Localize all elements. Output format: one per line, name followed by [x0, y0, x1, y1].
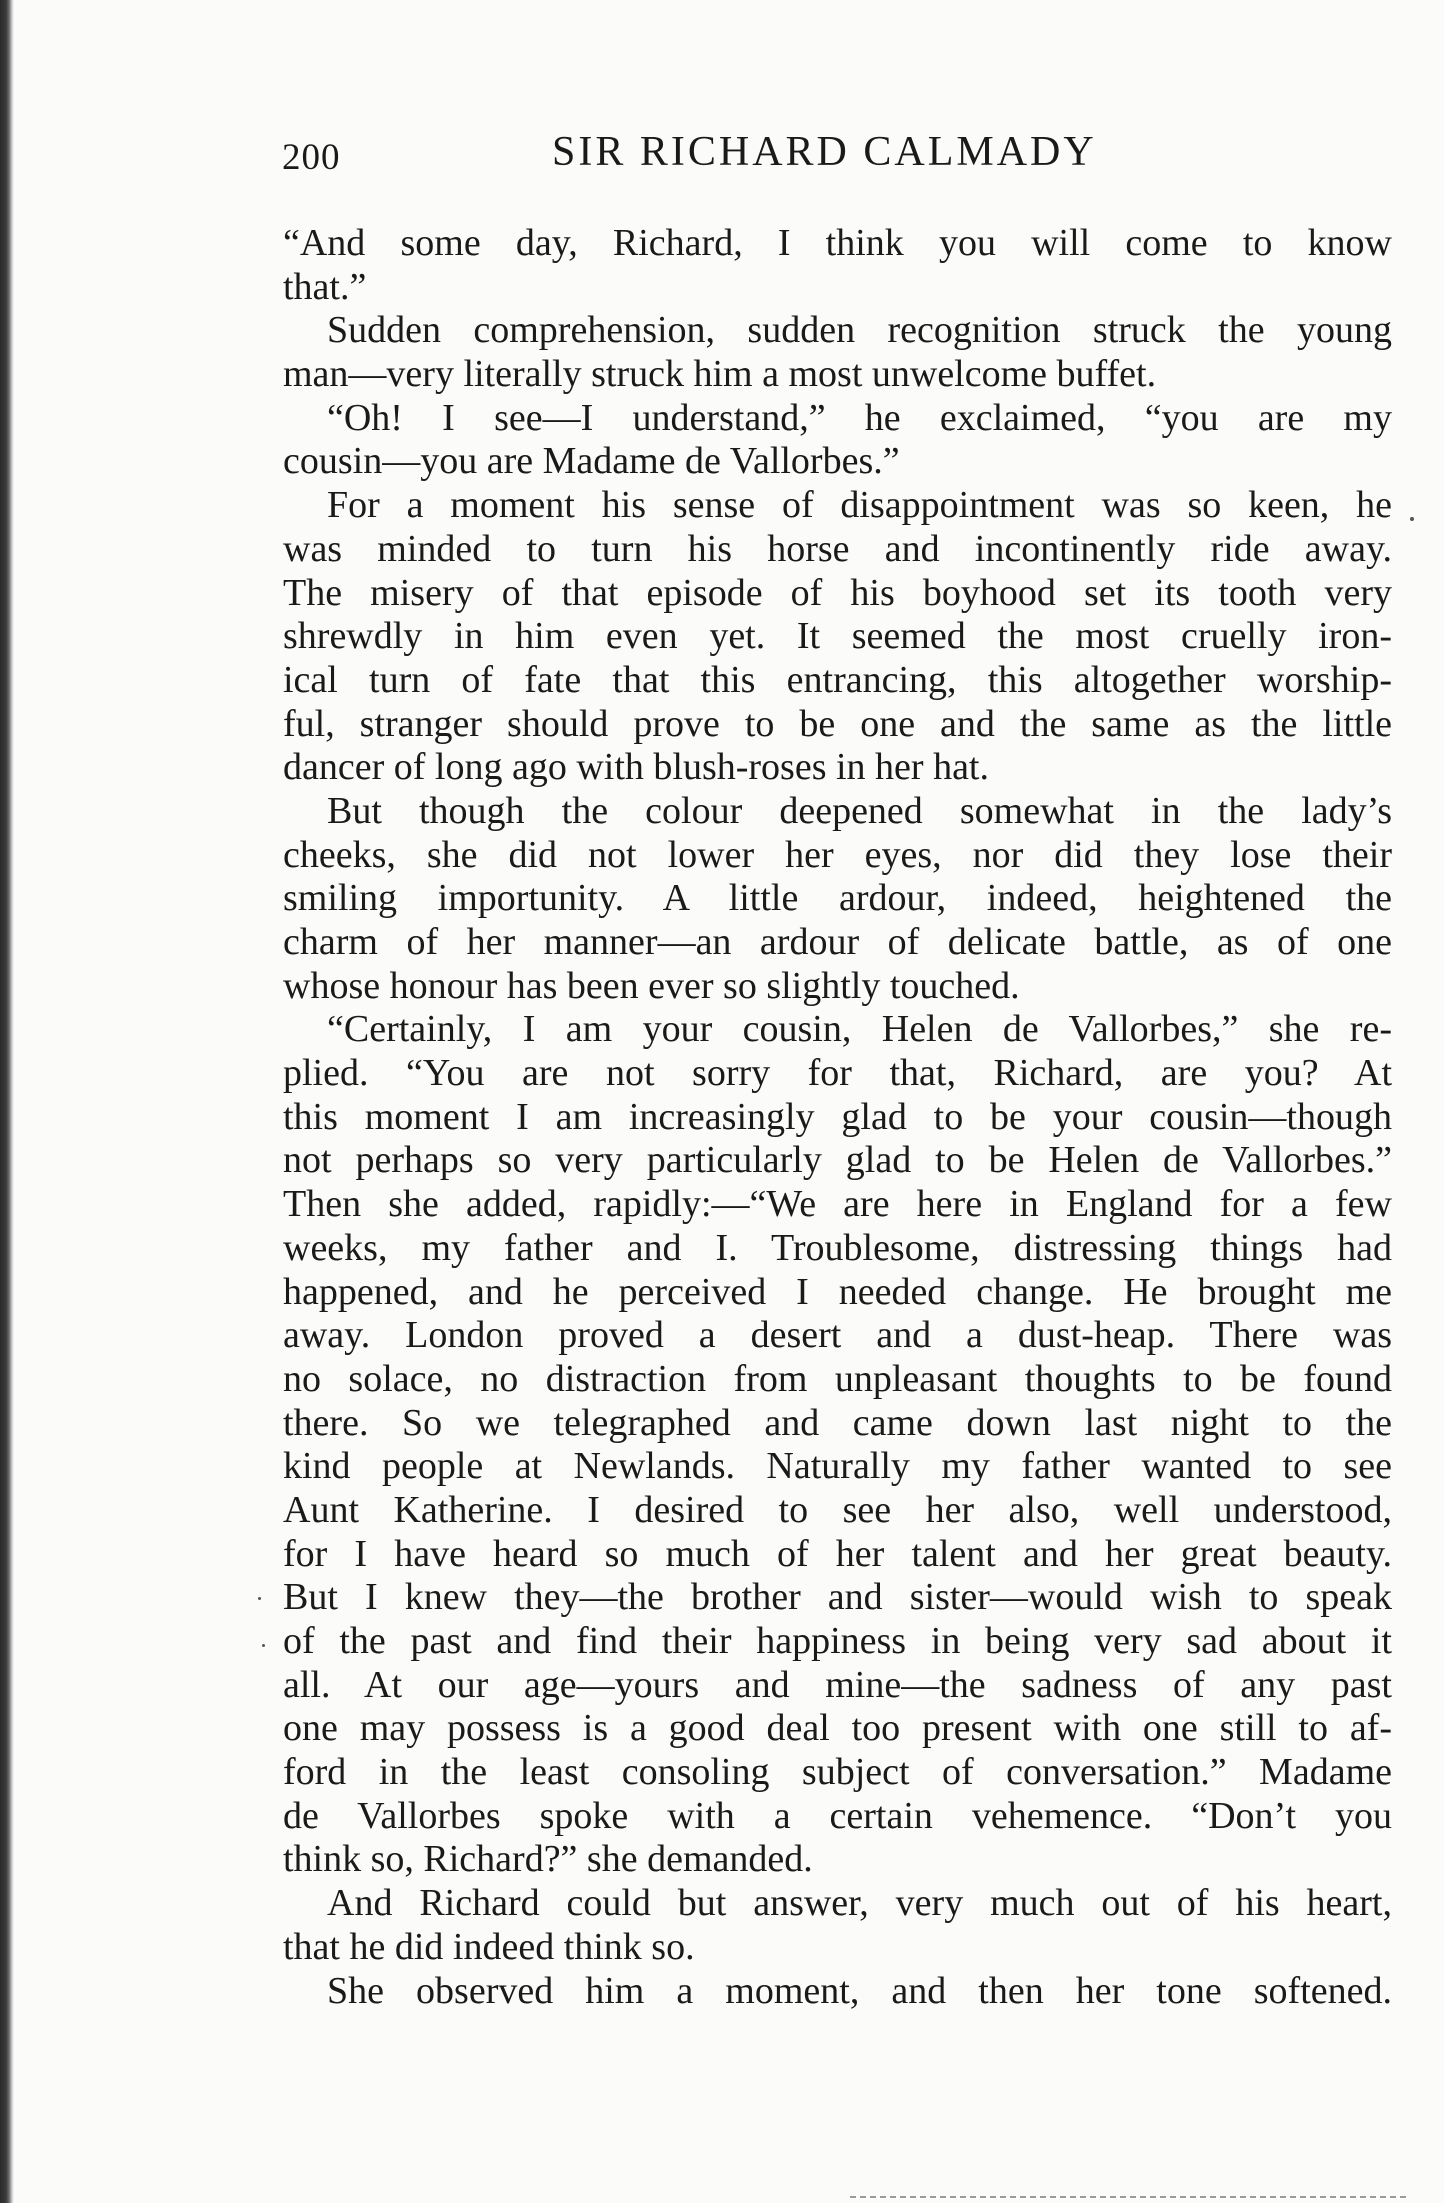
text-line: that he did indeed think so. [283, 1925, 695, 1968]
text-line: “And some day, Richard, I think you will come to know [283, 222, 1392, 264]
text-line: ful, stranger should prove to be one and the same as the little [283, 702, 1392, 745]
text-line: Aunt Katherine. I desired to see her also, well understood, [283, 1488, 1392, 1531]
text-line: not perhaps so very particularly glad to be Helen de Vallorbes.” [283, 1139, 1392, 1182]
text-line: cheeks, she did not lower her eyes, nor did they lose their [283, 833, 1392, 876]
text-line: think so, Richard?” she demanded. [283, 1838, 813, 1881]
text-line: She observed him a moment, and then her tone softened. [327, 1969, 1392, 2012]
text-line: Sudden comprehension, sudden recognition struck the young [327, 309, 1392, 352]
running-title: SIR RICHARD CALMADY [552, 129, 1097, 175]
text-line: dancer of long ago with blush-roses in her hat. [283, 746, 989, 789]
text-line: But I knew they—the brother and sister—would wish to speak [283, 1576, 1392, 1619]
text-line: one may possess is a good deal too present with one still to af- [283, 1707, 1392, 1750]
running-header [282, 128, 1412, 188]
text-line: For a moment his sense of disappointment was so keen, he [327, 484, 1392, 527]
text-line: And Richard could but answer, very much out of his heart, [327, 1882, 1392, 1925]
text-line: man—very literally struck him a most unwelcome buffet. [283, 353, 1157, 396]
page-edge-trace [850, 2196, 1410, 2198]
text-line: happened, and he perceived I needed change. He brought me [283, 1270, 1392, 1313]
text-line: But though the colour deepened somewhat in the lady’s [327, 789, 1392, 832]
text-line: plied. “You are not sorry for that, Richard, are you? At [283, 1052, 1392, 1095]
text-line: “Certainly, I am your cousin, Helen de Vallorbes,” she re- [327, 1008, 1392, 1051]
text-line: ford in the least consoling subject of conversation.” Madame [283, 1751, 1392, 1794]
binding-edge [0, 0, 14, 2203]
text-line: The misery of that episode of his boyhood set its tooth very [283, 571, 1392, 614]
text-line: that.” [283, 265, 367, 308]
text-line: shrewdly in him even yet. It seemed the most cruelly iron- [283, 615, 1392, 658]
text-line: de Vallorbes spoke with a certain vehemence. “Don’t you [283, 1794, 1392, 1837]
text-line: this moment I am increasingly glad to be your cousin—though [283, 1095, 1392, 1138]
text-line: Then she added, rapidly:—“We are here in England for a few [283, 1183, 1392, 1226]
print-speck [258, 1597, 261, 1600]
text-line: there. So we telegraphed and came down last night to the [283, 1401, 1392, 1444]
text-line: of the past and find their happiness in being very sad about it [283, 1620, 1392, 1662]
text-line: cousin—you are Madame de Vallorbes.” [283, 440, 900, 483]
text-line: all. At our age—yours and mine—the sadness of any past [283, 1663, 1392, 1706]
page-number: 200 [282, 137, 341, 178]
text-line: ical turn of fate that this entrancing, this altogether worship- [283, 658, 1392, 701]
text-line: for I have heard so much of her talent and her great beauty. [283, 1532, 1392, 1575]
body-text [283, 222, 1392, 2013]
text-line: kind people at Newlands. Naturally my father wanted to see [283, 1445, 1392, 1488]
text-line: no solace, no distraction from unpleasant thoughts to be found [283, 1357, 1392, 1400]
text-line: charm of her manner—an ardour of delicate battle, as of one [283, 921, 1392, 963]
print-speck [262, 1644, 265, 1647]
print-speck [1410, 517, 1414, 521]
text-line: whose honour has been ever so slightly touched. [283, 964, 1020, 1007]
text-line: smiling importunity. A little ardour, indeed, heightened the [283, 877, 1392, 920]
text-line: was minded to turn his horse and incontinently ride away. [283, 527, 1392, 570]
text-line: “Oh! I see—I understand,” he exclaimed, “you are my [327, 396, 1392, 439]
text-line: away. London proved a desert and a dust-heap. There was [283, 1314, 1392, 1357]
text-line: weeks, my father and I. Troublesome, distressing things had [283, 1226, 1392, 1269]
